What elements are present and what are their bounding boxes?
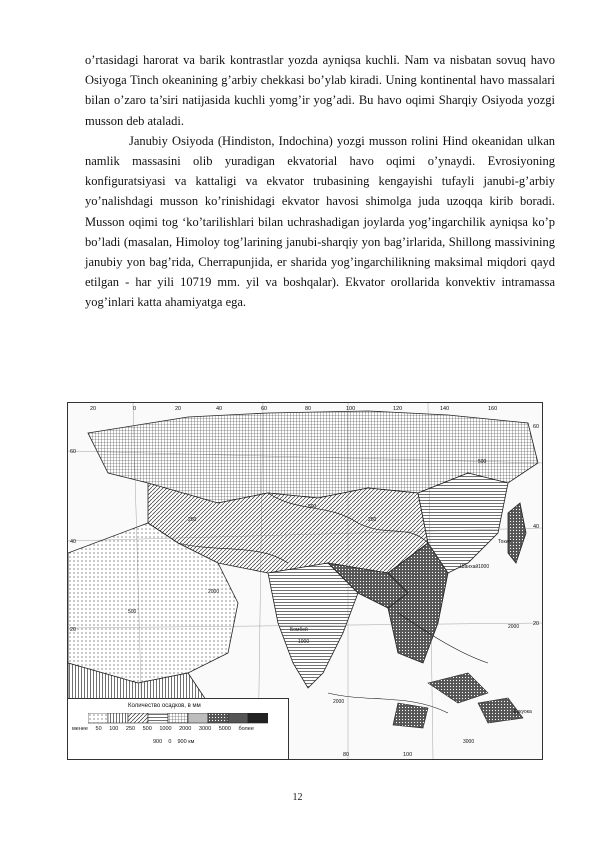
precipitation-map [67, 402, 543, 760]
scale-label: 900 км [177, 739, 195, 745]
top-tick: 60 [261, 406, 268, 412]
legend-swatch [148, 713, 168, 723]
legend-swatch [128, 713, 148, 723]
right-tick: 60 [533, 424, 540, 430]
top-tick: 80 [305, 406, 312, 412]
legend-title: Количество осадков, в мм [128, 703, 201, 709]
top-tick: 160 [488, 406, 498, 412]
top-tick: 20 [175, 406, 182, 412]
legend-label: менее [72, 726, 88, 732]
legend-label: 3000 [198, 726, 212, 732]
legend-label: 2000 [179, 726, 192, 732]
isohyet-label: 2000 [333, 699, 345, 705]
isohyet-label: 500 [478, 459, 487, 465]
top-tick: 140 [440, 406, 450, 412]
scale-label: 900 [153, 739, 163, 745]
map-legend [68, 698, 289, 759]
bottom-tick: 100 [403, 752, 413, 758]
legend-label: 5000 [218, 726, 231, 732]
legend-label: 500 [142, 726, 152, 732]
isohyet-label: 500 [308, 504, 317, 510]
legend-swatch [88, 713, 108, 723]
place-label: Фукуока [513, 709, 532, 715]
right-tick: 40 [533, 524, 540, 530]
paragraph-2: Janubiy Osiyoda (Hindiston, Indochina) yozgi musson rolini Hind okeanidan ulkan namlik massasini olib yuradigan ekvatorial havo oqimi o’ynaydi. Evrosiyoning konfiguratsiyasi va kattaligi va ekvator trubasining kengayishi tufayli janubi-g’arbiy yo’nalishdagi musson ko’rinishidagi ekvator havosi shimolga juda uzoqqa kirib boradi. Musson oqimi tog ‘ko’tarilishlari bilan uchrashadigan joylarda yog’ingarchilik ayniqsa ko’p bo’ladi (masalan, Himoloy tog’larining janubi-sharqiy yon bag’irlarida, Shillong massivining janubiy yon bag’rida, Cherrapunjida, er sharida yog’ingarchilikning maksimal miqdori qayd etilgan - har yili 10719 mm. yil va boshqalar). Ekvator orollarida konvektiv intramassa yog’inlari katta ahamiyatga ega. [85, 133, 555, 310]
paragraph-1: o’rtasidagi harorat va barik kontrastlar yozda ayniqsa kuchli. Nam va nisbatan sovuq havo Osiyoga Tinch okeanining g’arbiy chekkasi bo’ylab kiradi. Uning kontinental havo massalari bilan o’zaro ta’siri natijasida kuchli yomg’ir yog’adi. Bu havo oqimi Sharqiy Osiyoda yozgi musson deb ataladi. [85, 53, 555, 128]
legend-swatch [108, 713, 128, 723]
body-text [85, 50, 555, 313]
legend-label: 100 [109, 726, 119, 732]
place-label: Шанхай [460, 564, 479, 570]
top-tick: 20 [90, 406, 97, 412]
isohyet-label: 2000 [508, 624, 520, 630]
place-label: Бомбей [290, 627, 308, 633]
isohyet-label: 500 [128, 609, 137, 615]
isohyet-label: 1000 [298, 639, 310, 645]
left-tick: 40 [70, 539, 77, 545]
isohyet-label: 2000 [208, 589, 220, 595]
left-tick: 20 [70, 627, 77, 633]
legend-labels [72, 726, 288, 732]
isohyet-label: 3000 [463, 739, 475, 745]
left-tick: 60 [70, 449, 77, 455]
legend-swatch [248, 713, 268, 723]
legend-swatch [228, 713, 248, 723]
isohyet-label: 1000 [478, 564, 490, 570]
legend-label: более [238, 726, 254, 732]
top-tick: 120 [393, 406, 403, 412]
right-tick: 20 [533, 621, 540, 627]
legend-label: 250 [125, 726, 136, 732]
legend-swatches [88, 713, 268, 725]
map-scale [153, 739, 194, 745]
place-label: Токио [498, 539, 512, 545]
top-tick: 0 [133, 406, 137, 412]
legend-label: 1000 [159, 726, 172, 732]
legend-label: 50 [95, 726, 102, 732]
top-tick: 40 [216, 406, 223, 412]
isohyet-label: 250 [188, 517, 197, 523]
legend-swatch [168, 713, 188, 723]
legend-swatch [208, 713, 228, 723]
bottom-tick: 80 [343, 752, 350, 758]
isohyet-label: 250 [368, 517, 377, 523]
page-number: 12 [292, 792, 303, 803]
top-tick: 100 [346, 406, 356, 412]
legend-swatch [188, 713, 208, 723]
scale-label: 0 [168, 739, 172, 745]
